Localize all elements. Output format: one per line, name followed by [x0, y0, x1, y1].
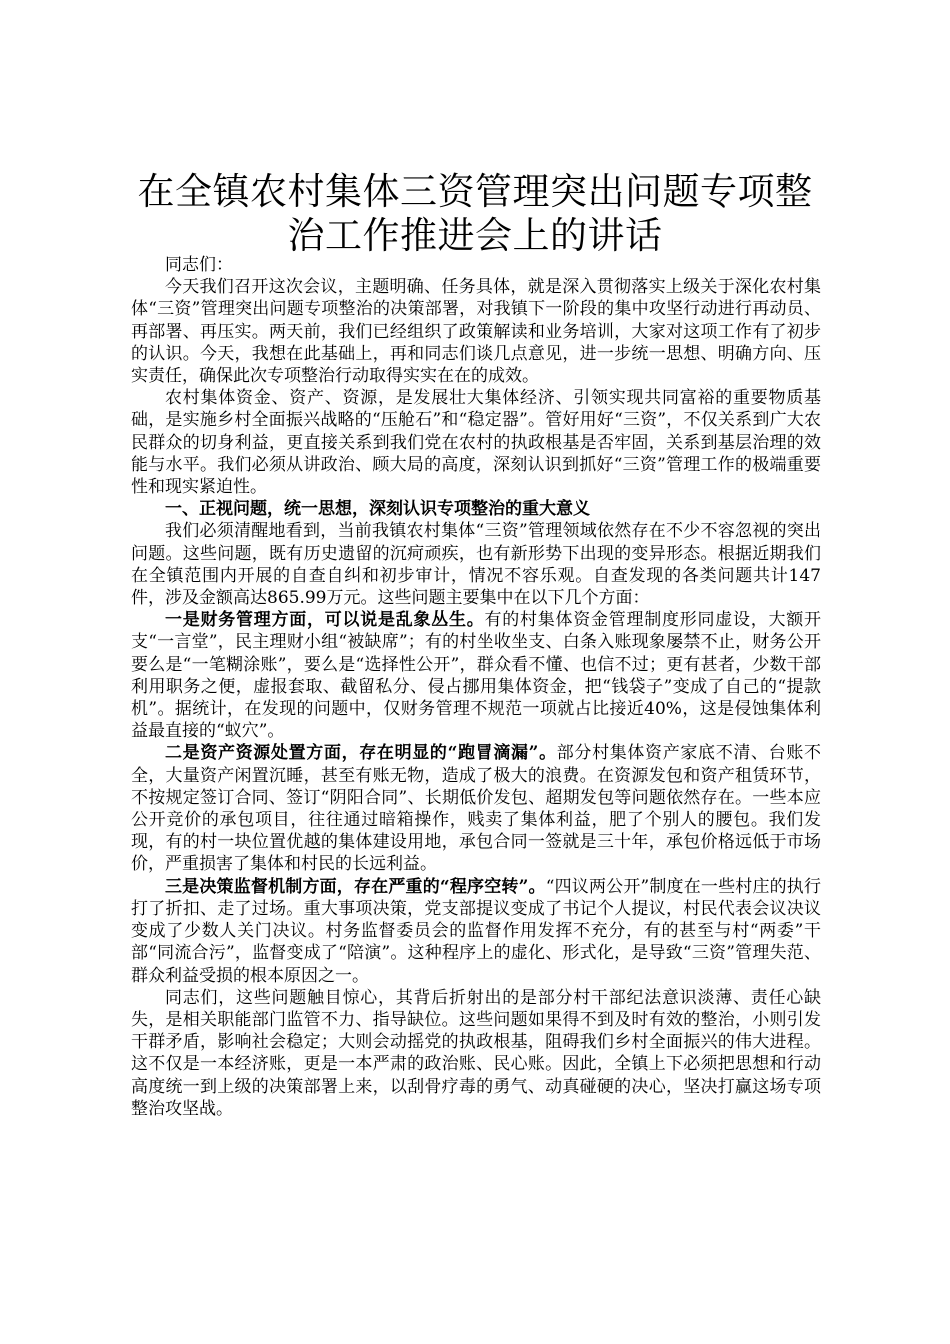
section-heading-1: 一、正视问题，统一思想，深刻认识专项整治的重大意义: [165, 499, 590, 520]
paragraph-problems-overview: 我们必须清醒地看到，当前我镇农村集体“三资”管理领域依然存在不少不容忽视的突出问题。这些问题，既有历史遗留的沉疴顽疾，也有新形势下出现的变异形态。根据近期我们在全镇范围内开展的自查自纠和初步审计，情况不容乐观。自查发现的各类问题共计147件，涉及金额高达865.99万元。这些问题主要集中在以下几个方面：: [131, 521, 821, 609]
paragraph-importance: 农村集体资金、资产、资源，是发展壮大集体经济、引领实现共同富裕的重要物质基础，是实施乡村全面振兴战略的“压舱石”和“稳定器”。管好用好“三资”，不仅关系到广大农民群众的切身利益，更直接关系到我们党在农村的执政根基是否牢固，关系到基层治理的效能与水平。我们必须从讲政治、顾大局的高度，深刻认识到抓好“三资”管理工作的极端重要性和现实紧迫性。: [131, 388, 821, 498]
document-title: 在全镇农村集体三资管理突出问题专项整治工作推进会上的讲话: [137, 170, 813, 257]
text-oversight: “四议两公开”制度在一些村庄的执行打了折扣、走了过场。重大事项决策，党支部提议变成了书记个人提议，村民代表会议决议变成了少数人关门决议。村务监督委员会的监督作用发挥不充分，有的甚至与村“两委”干部“同流合污”，监督变成了“陪演”。这种程序上的虚化、形式化，是导致“三资”管理失范、群众利益受损的根本原因之一。: [131, 876, 821, 986]
lead-oversight: 三是决策监督机制方面，存在严重的“程序空转”。: [165, 876, 546, 897]
paragraph-intro: 今天我们召开这次会议，主题明确、任务具体，就是深入贯彻落实上级关于深化农村集体“三资”管理突出问题专项整治的决策部署，对我镇下一阶段的集中攻坚行动进行再动员、再部署、再压实。两天前，我们已经组织了政策解读和业务培训，大家对这项工作有了初步的认识。今天，我想在此基础上，再和同志们谈几点意见，进一步统一思想、明确方向、压实责任，确保此次专项整治行动取得实实在在的成效。: [131, 277, 821, 387]
lead-assets: 二是资产资源处置方面，存在明显的“跑冒滴漏”。: [165, 743, 557, 764]
document-body: [131, 254, 821, 1120]
salutation: 同志们：: [165, 255, 233, 275]
paragraph-finance: [131, 609, 821, 742]
text-finance: 有的村集体资金管理制度形同虚设，大额开支“一言堂”，民主理财小组“被缺席”；有的村坐收坐支、白条入账现象屡禁不止，财务公开要么是“一笔糊涂账”，要么是“选择性公开”，群众看不懂、也信不过；更有甚者，少数干部利用职务之便，虚报套取、截留私分、侵占挪用集体资金，把“钱袋子”变成了自己的“提款机”。据统计，在发现的问题中，仅财务管理不规范一项就占比接近40%，这是侵蚀集体利益最直接的“蚁穴”。: [131, 610, 821, 742]
paragraph-conclusion: 同志们，这些问题触目惊心，其背后折射出的是部分村干部纪法意识淡薄、责任心缺失，是相关职能部门监管不力、指导缺位。这些问题如果得不到及时有效的整治，小则引发干群矛盾，影响社会稳定；大则会动摇党的执政根基，阻碍我们乡村全面振兴的伟大进程。这不仅是一本经济账，更是一本严肃的政治账、民心账。因此，全镇上下必须把思想和行动高度统一到上级的决策部署上来，以刮骨疗毒的勇气、动真碰硬的决心，坚决打赢这场专项整治攻坚战。: [131, 987, 821, 1119]
lead-finance: 一是财务管理方面，可以说是乱象丛生。: [165, 610, 485, 631]
paragraph-oversight: [131, 876, 821, 987]
paragraph-assets: [131, 742, 821, 875]
text-assets: 部分村集体资产家底不清、台账不全，大量资产闲置沉睡，甚至有账无物，造成了极大的浪费。在资源发包和资产租赁环节，不按规定签订合同、签订“阴阳合同”、长期低价发包、超期发包等问题依然存在。一些本应公开竞价的承包项目，往往通过暗箱操作，贱卖了集体利益，肥了个别人的腰包。我们发现，有的村一块位置优越的集体建设用地，承包合同一签就是三十年，承包价格远低于市场价，严重损害了集体和村民的长远利益。: [131, 743, 821, 875]
